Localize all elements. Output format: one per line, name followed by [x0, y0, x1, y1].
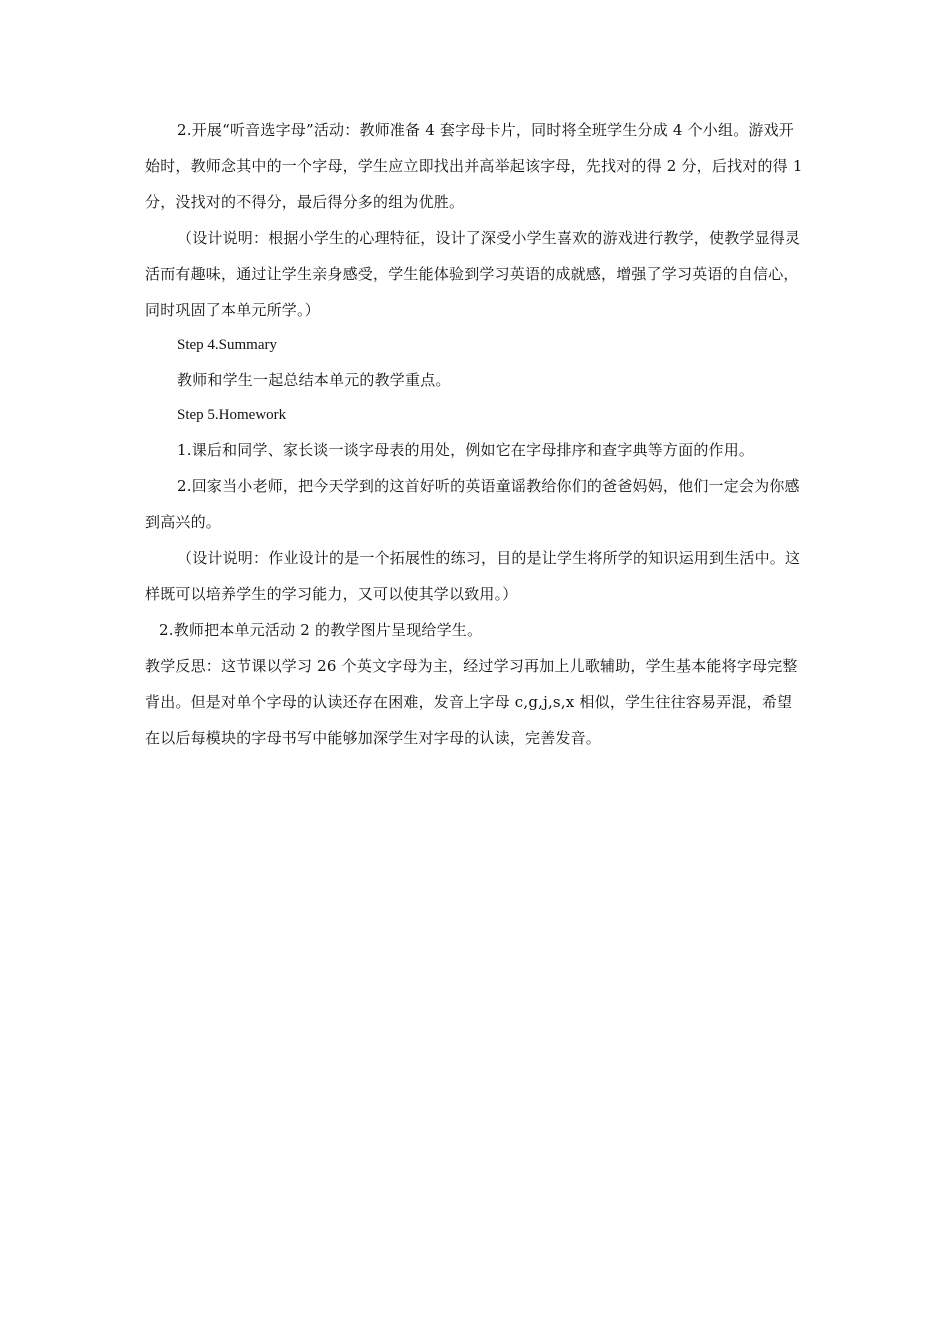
paragraph-homework-2: 2.回家当小老师，把今天学到的这首好听的英语童谣教给你们的爸爸妈妈，他们一定会为你感到高兴的。: [145, 477, 800, 531]
paragraph-summary-text: 教师和学生一起总结本单元的教学重点。: [177, 371, 451, 389]
heading-step4-summary: Step 4.Summary: [177, 337, 277, 353]
paragraph-design-note-homework: （设计说明：作业设计的是一个拓展性的练习，目的是让学生将所学的知识运用到生活中。这样既可以培养学生的学习能力，又可以使其学以致用。）: [145, 549, 801, 603]
paragraph-design-note-game: （设计说明：根据小学生的心理特征，设计了深受小学生喜欢的游戏进行教学，使教学显得灵活而有趣味，通过让学生亲身感受，学生能体验到学习英语的成就感，增强了学习英语的自信心，同时巩固了本单元所学。）: [145, 229, 801, 319]
heading-step5-homework: Step 5.Homework: [177, 407, 287, 423]
paragraph-activity-listen-choose-letter: 2.开展“听音选字母”活动：教师准备 4 套字母卡片，同时将全班学生分成 4 个小组。游戏开始时，教师念其中的一个字母，学生应立即找出并高举起该字母，先找对的得 2 分，后找对的得 1 分，没找对的不得分，最后得分多的组为优胜。: [145, 121, 803, 211]
paragraph-homework-1: 1.课后和同学、家长谈一谈字母表的用处，例如它在字母排序和查字典等方面的作用。: [177, 441, 755, 459]
paragraph-present-pictures: 2.教师把本单元活动 2 的教学图片呈现给学生。: [159, 621, 483, 639]
paragraph-teaching-reflection: 教学反思：这节课以学习 26 个英文字母为主，经过学习再加上儿歌辅助，学生基本能将字母完整背出。但是对单个字母的认读还存在困难，发音上字母 c,g,j,s,x 相似，学生往往容易弄混，希望在以后每模块的字母书写中能够加深学生对字母的认读，完善发音。: [145, 657, 798, 747]
document-body: [145, 112, 807, 756]
